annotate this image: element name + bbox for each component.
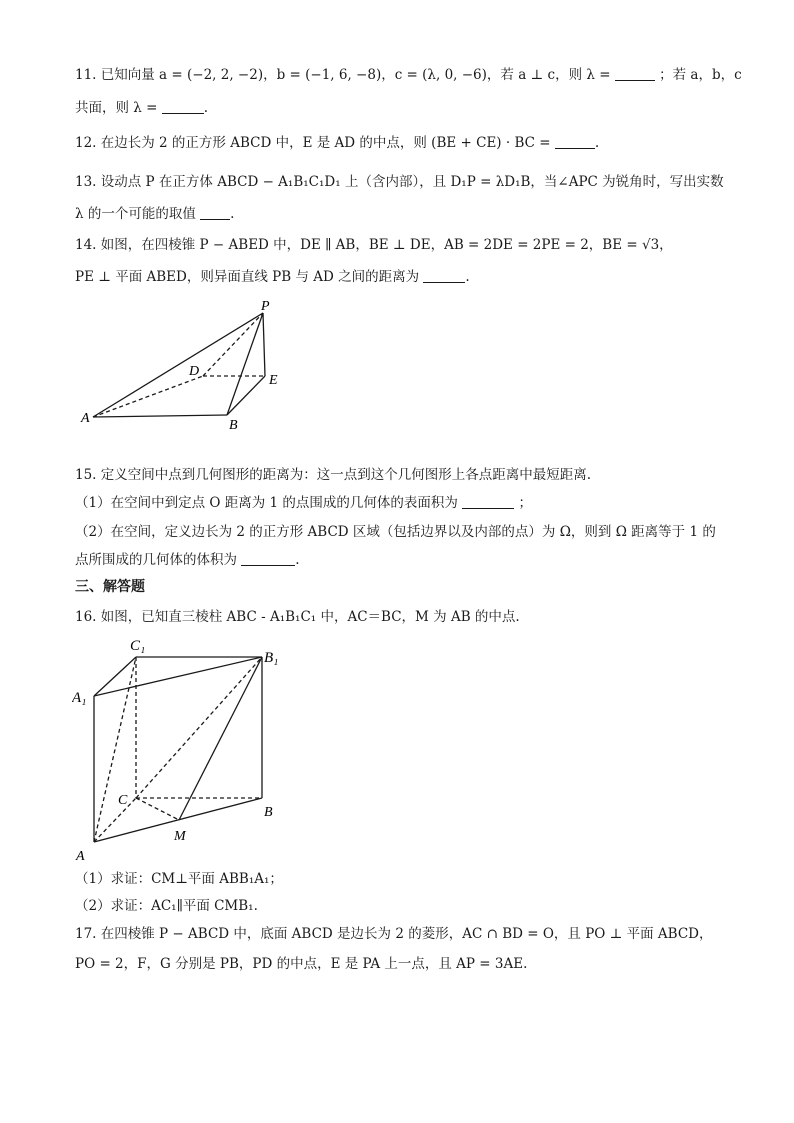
q16-part-2 xyxy=(75,897,725,915)
q11-line-1 xyxy=(75,66,742,84)
label-C1: C₁ xyxy=(130,638,146,654)
edge-A1C1 xyxy=(94,657,136,696)
q13-text-2: λ 的一个可能的取值 xyxy=(75,206,196,222)
edge-A1B1 xyxy=(94,657,262,696)
q11-text-2: 共面，则 λ = xyxy=(75,100,158,116)
label-M: M xyxy=(174,829,186,844)
q15-line-3 xyxy=(75,523,725,541)
q14-line-2: PE ⊥ 平面 ABED，则异面直线 PB 与 AD 之间的距离为 . xyxy=(75,269,470,285)
label-P: P xyxy=(261,299,270,314)
edge-CB1-hidden xyxy=(136,657,262,798)
label-B: B xyxy=(264,805,273,820)
q15-text: 15. 定义空间中点到几何图形的距离为：这一点到这个几何图形上各点距离中最短距离. xyxy=(75,467,592,483)
q11-answer-blank-1[interactable] xyxy=(615,68,655,81)
edge-PB xyxy=(227,313,263,415)
q16-part2-text: （2）求证：AC₁∥平面 CMB₁. xyxy=(75,898,258,914)
q14-answer-blank[interactable] xyxy=(423,270,465,283)
q16-part-1 xyxy=(75,870,725,888)
q13-answer-blank[interactable] xyxy=(200,207,230,220)
q15-answer-blank-1[interactable] xyxy=(462,496,514,509)
q16-prism-figure xyxy=(72,632,292,864)
edge-AB xyxy=(93,415,227,417)
edge-PE xyxy=(263,313,265,376)
q15-part2-text: （2）在空间，定义边长为 2 的正方形 ABCD 区域（包括边界以及内部的点）为 Ω，则到 Ω 距离等于 1 的 xyxy=(75,524,716,540)
q12-answer-blank[interactable] xyxy=(555,136,595,149)
edge-PA xyxy=(93,313,263,417)
label-B1: B₁ xyxy=(264,650,279,666)
q17-text: 17. 在四棱锥 P − ABCD 中，底面 ABCD 是边长为 2 的菱形，AC ∩ BD = O，且 PO ⊥ 平面 ABCD， xyxy=(75,926,713,942)
q14-line-1 xyxy=(75,236,725,254)
q14-text: 14. 如图，在四棱锥 P − ABED 中，DE ∥ AB，BE ⊥ DE，AB = 2DE = 2PE = 2，BE = √3， xyxy=(75,237,673,253)
q11-line-2: 共面，则 λ = . xyxy=(75,100,209,116)
q13-text: 13. 设动点 P 在正方体 ABCD − A₁B₁C₁D₁ 上（含内部），且 D₁P = λD₁B，当∠APC 为锐角时，写出实数 xyxy=(75,174,724,190)
label-D: D xyxy=(189,364,200,379)
q16-text: 16. 如图，已知直三棱柱 ABC - A₁B₁C₁ 中，AC＝BC，M 为 AB 的中点. xyxy=(75,609,520,625)
q13-line-2: λ 的一个可能的取值 . xyxy=(75,206,235,222)
q15-line-2 xyxy=(75,494,725,512)
edge-AD-hidden xyxy=(93,376,203,417)
q14-pyramid-figure xyxy=(75,296,295,436)
label-E: E xyxy=(269,373,278,388)
q17-line-2 xyxy=(75,955,725,973)
q15-line-4: 点所围成的几何体的体积为 . xyxy=(75,552,300,568)
q15-part1-tail: ； xyxy=(518,495,533,511)
q15-answer-blank-2[interactable] xyxy=(241,553,295,566)
edge-AC-hidden xyxy=(94,798,136,842)
q17-line-1 xyxy=(75,925,725,943)
q11-text-tail: ；若 a，b，c xyxy=(659,67,742,83)
label-A: A xyxy=(76,849,85,864)
q13-line-1 xyxy=(75,173,725,191)
q16-part1-text: （1）求证：CM⊥平面 ABB₁A₁； xyxy=(75,871,283,887)
q12-line-1: 12. 在边长为 2 的正方形 ABCD 中，E 是 AD 的中点，则 (BE + CE) · BC = . xyxy=(75,135,600,151)
q17-text-2: PO = 2，F，G 分别是 PB，PD 的中点，E 是 PA 上一点，且 AP = 3AE. xyxy=(75,956,528,972)
edge-CM-hidden xyxy=(136,798,179,820)
label-A1: A₁ xyxy=(72,690,87,706)
q16-line-1 xyxy=(75,608,725,626)
label-A: A xyxy=(81,411,90,426)
q15-line-1 xyxy=(75,466,725,484)
edge-BE xyxy=(227,376,265,415)
q14-text-2: PE ⊥ 平面 ABED，则异面直线 PB 与 AD 之间的距离为 xyxy=(75,269,420,285)
q11-text: 11. 已知向量 a = (−2, 2, −2)，b = (−1, 6, −8)，c = (λ, 0, −6)，若 a ⊥ c，则 λ = xyxy=(75,67,611,83)
q15-part2-text-2: 点所围成的几何体的体积为 xyxy=(75,552,237,568)
label-B: B xyxy=(229,418,238,433)
section-heading: 三、解答题 xyxy=(75,579,145,595)
edge-B1M xyxy=(179,657,262,820)
q12-text: 12. 在边长为 2 的正方形 ABCD 中，E 是 AD 的中点，则 (BE + CE) · BC = xyxy=(75,135,551,151)
q15-part1-text: （1）在空间中到定点 O 距离为 1 的点围成的几何体的表面积为 xyxy=(75,495,458,511)
q11-answer-blank-2[interactable] xyxy=(162,101,204,114)
edge-AC1-hidden xyxy=(94,657,136,842)
label-C: C xyxy=(118,793,128,808)
